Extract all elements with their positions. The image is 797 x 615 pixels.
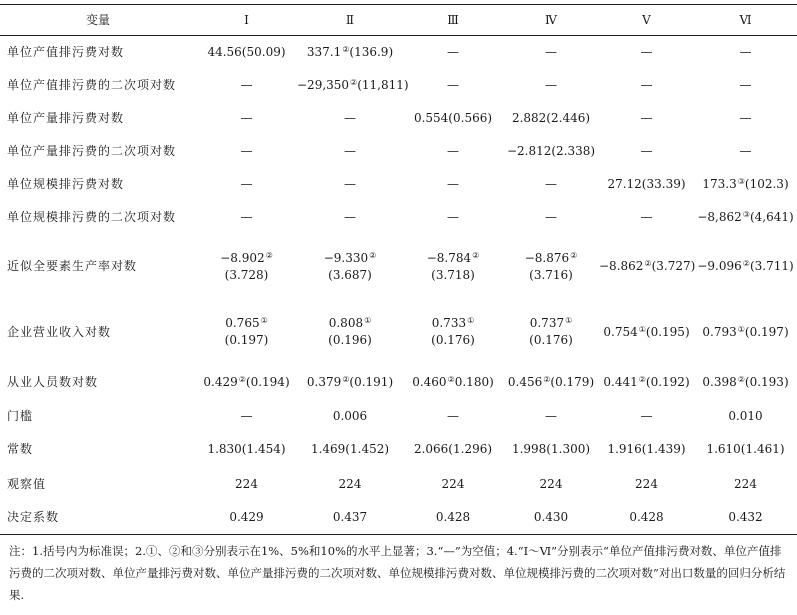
cell-value: 337.1: [306, 44, 342, 59]
significance-mark: ①: [565, 316, 573, 325]
cell-value: 224: [338, 476, 362, 491]
table-cell: [694, 468, 797, 501]
standard-error: (0.192): [645, 375, 690, 389]
table-row: [0, 135, 797, 168]
table-cell: [503, 36, 599, 69]
table-row: [0, 201, 797, 234]
cell-value: —: [344, 143, 356, 158]
table-cell: [503, 135, 599, 168]
cell-value: 0.754: [603, 324, 638, 339]
row-label: 单位产量排污费的二次项对数: [7, 143, 177, 158]
cell-value: —: [739, 143, 752, 158]
table-cell: [599, 401, 694, 432]
table-footnote: 注：1.括号内为标准误；2.①、②和③分别表示在1%、5%和10%的水平上显著；3.“—”为空值；4.“Ⅰ～Ⅵ”分别表示“单位产值排污费对数、单位产值排污费的二次项对数、单位产量排污费对数、单位产量排污费的二次项对数、单位规模排污费对数、单位规模排污费的二次项对数”对出口数量的回归分析结果.: [9, 544, 786, 602]
header-model-5: Ⅴ: [599, 5, 694, 36]
standard-error: (3.716): [529, 267, 573, 282]
table-cell: [694, 201, 797, 234]
standard-error: (3.727): [651, 259, 696, 273]
standard-error: (0.195): [645, 324, 690, 339]
standard-error: (4,641): [749, 209, 794, 224]
table-cell: [599, 432, 694, 468]
table-cell: [297, 69, 409, 102]
table-cell: [196, 234, 297, 300]
cell-value: —: [545, 209, 557, 224]
cell-value: 0.441: [603, 375, 638, 389]
cell-value: −8.784: [426, 250, 472, 265]
cell-value: −9.096: [697, 259, 742, 273]
table-cell: [297, 168, 403, 201]
cell-value: 0.428: [435, 509, 471, 524]
cell-value: 0.737: [529, 316, 565, 330]
row-label: 单位产值排污费对数: [7, 44, 125, 59]
table-cell: [297, 201, 403, 234]
table-cell: [694, 234, 797, 300]
table-cell: [694, 36, 797, 69]
standard-error: (3.728): [224, 267, 269, 282]
cell-value: —: [545, 44, 557, 59]
standard-error: (0.191): [349, 375, 394, 389]
table-cell: [403, 501, 503, 535]
significance-mark: ②: [543, 375, 551, 384]
cell-value: 27.12(33.39): [607, 176, 686, 191]
table-cell: [599, 168, 694, 201]
table-row: [0, 432, 797, 468]
table-cell: [403, 234, 503, 300]
cell-value: 224: [734, 476, 757, 491]
cell-value: 0.456: [507, 375, 543, 389]
table-row: [0, 401, 797, 432]
cell-value: 173.3: [702, 176, 737, 191]
cell-value: 0.379: [306, 375, 342, 389]
standard-error: (3.711): [749, 259, 794, 273]
cell-value: 44.56(50.09): [207, 44, 286, 59]
row-label: 常数: [7, 442, 34, 456]
significance-mark: ②: [447, 375, 455, 384]
cell-value: —: [640, 44, 653, 59]
significance-mark: ②: [342, 375, 350, 384]
header-model-6: Ⅵ: [694, 5, 797, 36]
table-cell: [694, 102, 797, 135]
table-cell: [196, 36, 297, 69]
significance-mark: ①: [638, 324, 646, 334]
table-row: [0, 501, 797, 535]
cell-value: 0.432: [728, 509, 763, 524]
cell-value: 0.429: [229, 509, 264, 524]
table-cell: [196, 501, 297, 535]
table-cell: [503, 69, 599, 102]
significance-mark: ①: [467, 316, 475, 325]
header-model-3: Ⅲ: [403, 5, 503, 36]
table-cell: [196, 300, 297, 365]
standard-error: (3.718): [431, 267, 475, 282]
header-variable: 变量: [0, 5, 196, 36]
table-row: [0, 36, 797, 69]
table-cell: [196, 432, 297, 468]
cell-value: 0.808: [328, 316, 364, 330]
cell-value: 224: [441, 476, 465, 491]
table-cell: [297, 432, 403, 468]
cell-value: —: [447, 176, 459, 191]
row-label: 近似全要素生产率对数: [7, 259, 138, 273]
cell-value: −29,350: [297, 77, 350, 92]
table-cell: [694, 69, 797, 102]
row-label: 企业营业收入对数: [7, 324, 112, 339]
cell-value: −9.330: [323, 250, 369, 265]
cell-value: 1.998(1.300): [511, 442, 591, 456]
significance-mark: ②: [265, 250, 273, 260]
table-cell: [599, 135, 694, 168]
table-cell: [196, 468, 297, 501]
table-cell: [196, 135, 297, 168]
table-cell: [599, 300, 694, 365]
table-cell: [403, 201, 503, 234]
table-cell: [694, 501, 797, 535]
standard-error: (0.196): [328, 333, 372, 347]
table-cell: [297, 102, 403, 135]
cell-value: —: [545, 77, 557, 92]
cell-value: —: [447, 408, 459, 423]
cell-value: 0.428: [629, 509, 664, 524]
table-cell: [599, 201, 694, 234]
table-cell: [503, 201, 599, 234]
cell-value: 0.437: [332, 509, 368, 524]
cell-value: 1.916(1.439): [607, 442, 686, 456]
cell-value: 0.429: [203, 375, 238, 389]
table-cell: [297, 468, 403, 501]
cell-value: —: [739, 110, 752, 125]
cell-value: —: [344, 209, 356, 224]
table-cell: [297, 401, 403, 432]
cell-value: 0.733: [431, 316, 467, 330]
table-cell: [403, 69, 503, 102]
row-label: 从业人员数对数: [7, 375, 99, 389]
table-cell: [196, 102, 297, 135]
standard-error: (0.176): [431, 333, 475, 347]
table-cell: [694, 365, 797, 401]
significance-mark: ②: [742, 259, 750, 268]
standard-error: (0.193): [744, 375, 789, 389]
cell-value: 224: [539, 476, 563, 491]
cell-value: 1.830(1.454): [207, 442, 286, 456]
table-cell: [196, 365, 297, 401]
table-cell: [599, 501, 694, 535]
significance-mark: ②: [238, 375, 246, 384]
cell-value: −8.862: [599, 259, 644, 273]
significance-mark: ②: [350, 77, 358, 87]
table-cell: [297, 300, 403, 365]
cell-value: 0.398: [702, 375, 737, 389]
row-label: 单位产值排污费的二次项对数: [7, 77, 177, 92]
cell-value: —: [240, 176, 253, 191]
header-model-4: Ⅳ: [503, 5, 599, 36]
header-model-2: Ⅱ: [297, 5, 403, 36]
standard-error: (11,811): [357, 77, 409, 92]
significance-mark: ②: [369, 250, 377, 260]
table-row: [0, 468, 797, 501]
significance-mark: ①: [364, 316, 372, 325]
cell-value: —: [640, 110, 653, 125]
cell-value: −8.876: [524, 250, 570, 265]
cell-value: 1.610(1.461): [706, 442, 785, 456]
table-row: [0, 365, 797, 401]
table-cell: [503, 401, 599, 432]
row-label: 单位规模排污费的二次项对数: [7, 209, 177, 224]
cell-value: 2.882(2.446): [511, 110, 591, 125]
cell-value: −2.812(2.338): [506, 143, 596, 158]
cell-value: 2.066(1.296): [413, 442, 493, 456]
significance-mark: ②: [644, 259, 652, 268]
table-cell: [503, 168, 599, 201]
table-cell: [503, 432, 599, 468]
cell-value: 224: [235, 476, 258, 491]
table-row: [0, 168, 797, 201]
table-cell: [599, 468, 694, 501]
cell-value: 0.006: [332, 408, 368, 423]
table-cell: [403, 36, 503, 69]
table-cell: [196, 69, 297, 102]
table-cell: [403, 102, 503, 135]
cell-value: —: [545, 176, 557, 191]
table-cell: [694, 300, 797, 365]
cell-value: −8,862: [697, 209, 742, 224]
significance-mark: ②: [638, 375, 646, 384]
cell-value: 0.793: [702, 324, 737, 339]
table-cell: [599, 234, 694, 300]
cell-value: —: [344, 110, 356, 125]
cell-value: 0.765: [225, 316, 260, 330]
cell-value: —: [739, 44, 752, 59]
table-cell: [403, 468, 503, 501]
cell-value: —: [447, 209, 459, 224]
table-cell: [403, 401, 503, 432]
table-cell: [196, 401, 297, 432]
table-cell: [599, 365, 694, 401]
cell-value: —: [640, 209, 653, 224]
standard-error: (3.687): [328, 267, 372, 282]
table-cell: [694, 432, 797, 468]
table-cell: [297, 365, 403, 401]
cell-value: —: [739, 77, 752, 92]
table-row: [0, 102, 797, 135]
standard-error: (102.3): [744, 176, 789, 191]
row-label: 决定系数: [0, 501, 196, 535]
row-label: 门槛: [7, 408, 34, 423]
table-cell: [403, 365, 503, 401]
standard-error: (0.197): [744, 324, 789, 339]
header-model-1: Ⅰ: [196, 5, 297, 36]
row-label: 单位产量排污费对数: [7, 110, 125, 125]
significance-mark: ②: [570, 250, 578, 260]
cell-value: —: [447, 77, 459, 92]
table-cell: [297, 135, 403, 168]
cell-value: —: [240, 143, 253, 158]
table-row: [0, 300, 797, 365]
significance-mark: ③: [737, 176, 745, 186]
table-cell: [694, 168, 797, 201]
table-cell: [403, 432, 503, 468]
significance-mark: ②: [342, 44, 350, 54]
significance-mark: ①: [737, 324, 745, 334]
cell-value: —: [240, 77, 253, 92]
table-header-row: [0, 5, 797, 36]
table-cell: [503, 468, 599, 501]
table-cell: [503, 102, 599, 135]
table-cell: [503, 300, 599, 365]
cell-value: 0.010: [728, 408, 763, 423]
table-cell: [503, 234, 599, 300]
table-cell: [694, 135, 797, 168]
standard-error: (0.194): [245, 375, 290, 389]
cell-value: —: [640, 77, 653, 92]
table-cell: [297, 501, 403, 535]
cell-value: 0.430: [533, 509, 569, 524]
cell-value: —: [447, 143, 459, 158]
standard-error: (0.176): [529, 333, 573, 347]
row-label: 观察值: [7, 476, 47, 491]
cell-value: —: [447, 44, 459, 59]
standard-error: (0.197): [224, 333, 269, 347]
cell-value: 0.460: [412, 375, 447, 389]
cell-value: 1.469(1.452): [310, 442, 390, 456]
table-cell: [503, 501, 599, 535]
table-row: [0, 69, 797, 102]
cell-value: —: [240, 110, 253, 125]
table-cell: [503, 365, 599, 401]
significance-mark: ②: [737, 375, 745, 384]
standard-error: (0.179): [550, 375, 595, 389]
table-row: [0, 234, 797, 300]
row-label: 单位规模排污费对数: [7, 176, 125, 191]
table-cell: [599, 36, 694, 69]
cell-value: 0.554(0.566): [413, 110, 493, 125]
cell-value: 224: [635, 476, 658, 491]
table-cell: [297, 36, 403, 69]
table-cell: [403, 300, 503, 365]
significance-mark: ②: [472, 250, 480, 260]
significance-mark: ①: [260, 316, 268, 325]
cell-value: —: [640, 143, 653, 158]
cell-value: —: [240, 209, 253, 224]
table-cell: [599, 102, 694, 135]
table-body: [0, 36, 797, 535]
cell-value: —: [545, 408, 557, 423]
cell-value: —: [240, 408, 253, 423]
significance-mark: ③: [742, 209, 750, 219]
cell-value: —: [640, 408, 653, 423]
table-cell: [403, 135, 503, 168]
cell-value: —: [344, 176, 356, 191]
standard-error: 0.180): [454, 375, 494, 389]
table-cell: [403, 168, 503, 201]
table-cell: [196, 201, 297, 234]
regression-table: [0, 4, 797, 535]
standard-error: (136.9): [349, 44, 394, 59]
table-cell: [599, 69, 694, 102]
cell-value: −8.902: [220, 250, 265, 265]
table-cell: [694, 401, 797, 432]
table-cell: [297, 234, 403, 300]
table-cell: [196, 168, 297, 201]
